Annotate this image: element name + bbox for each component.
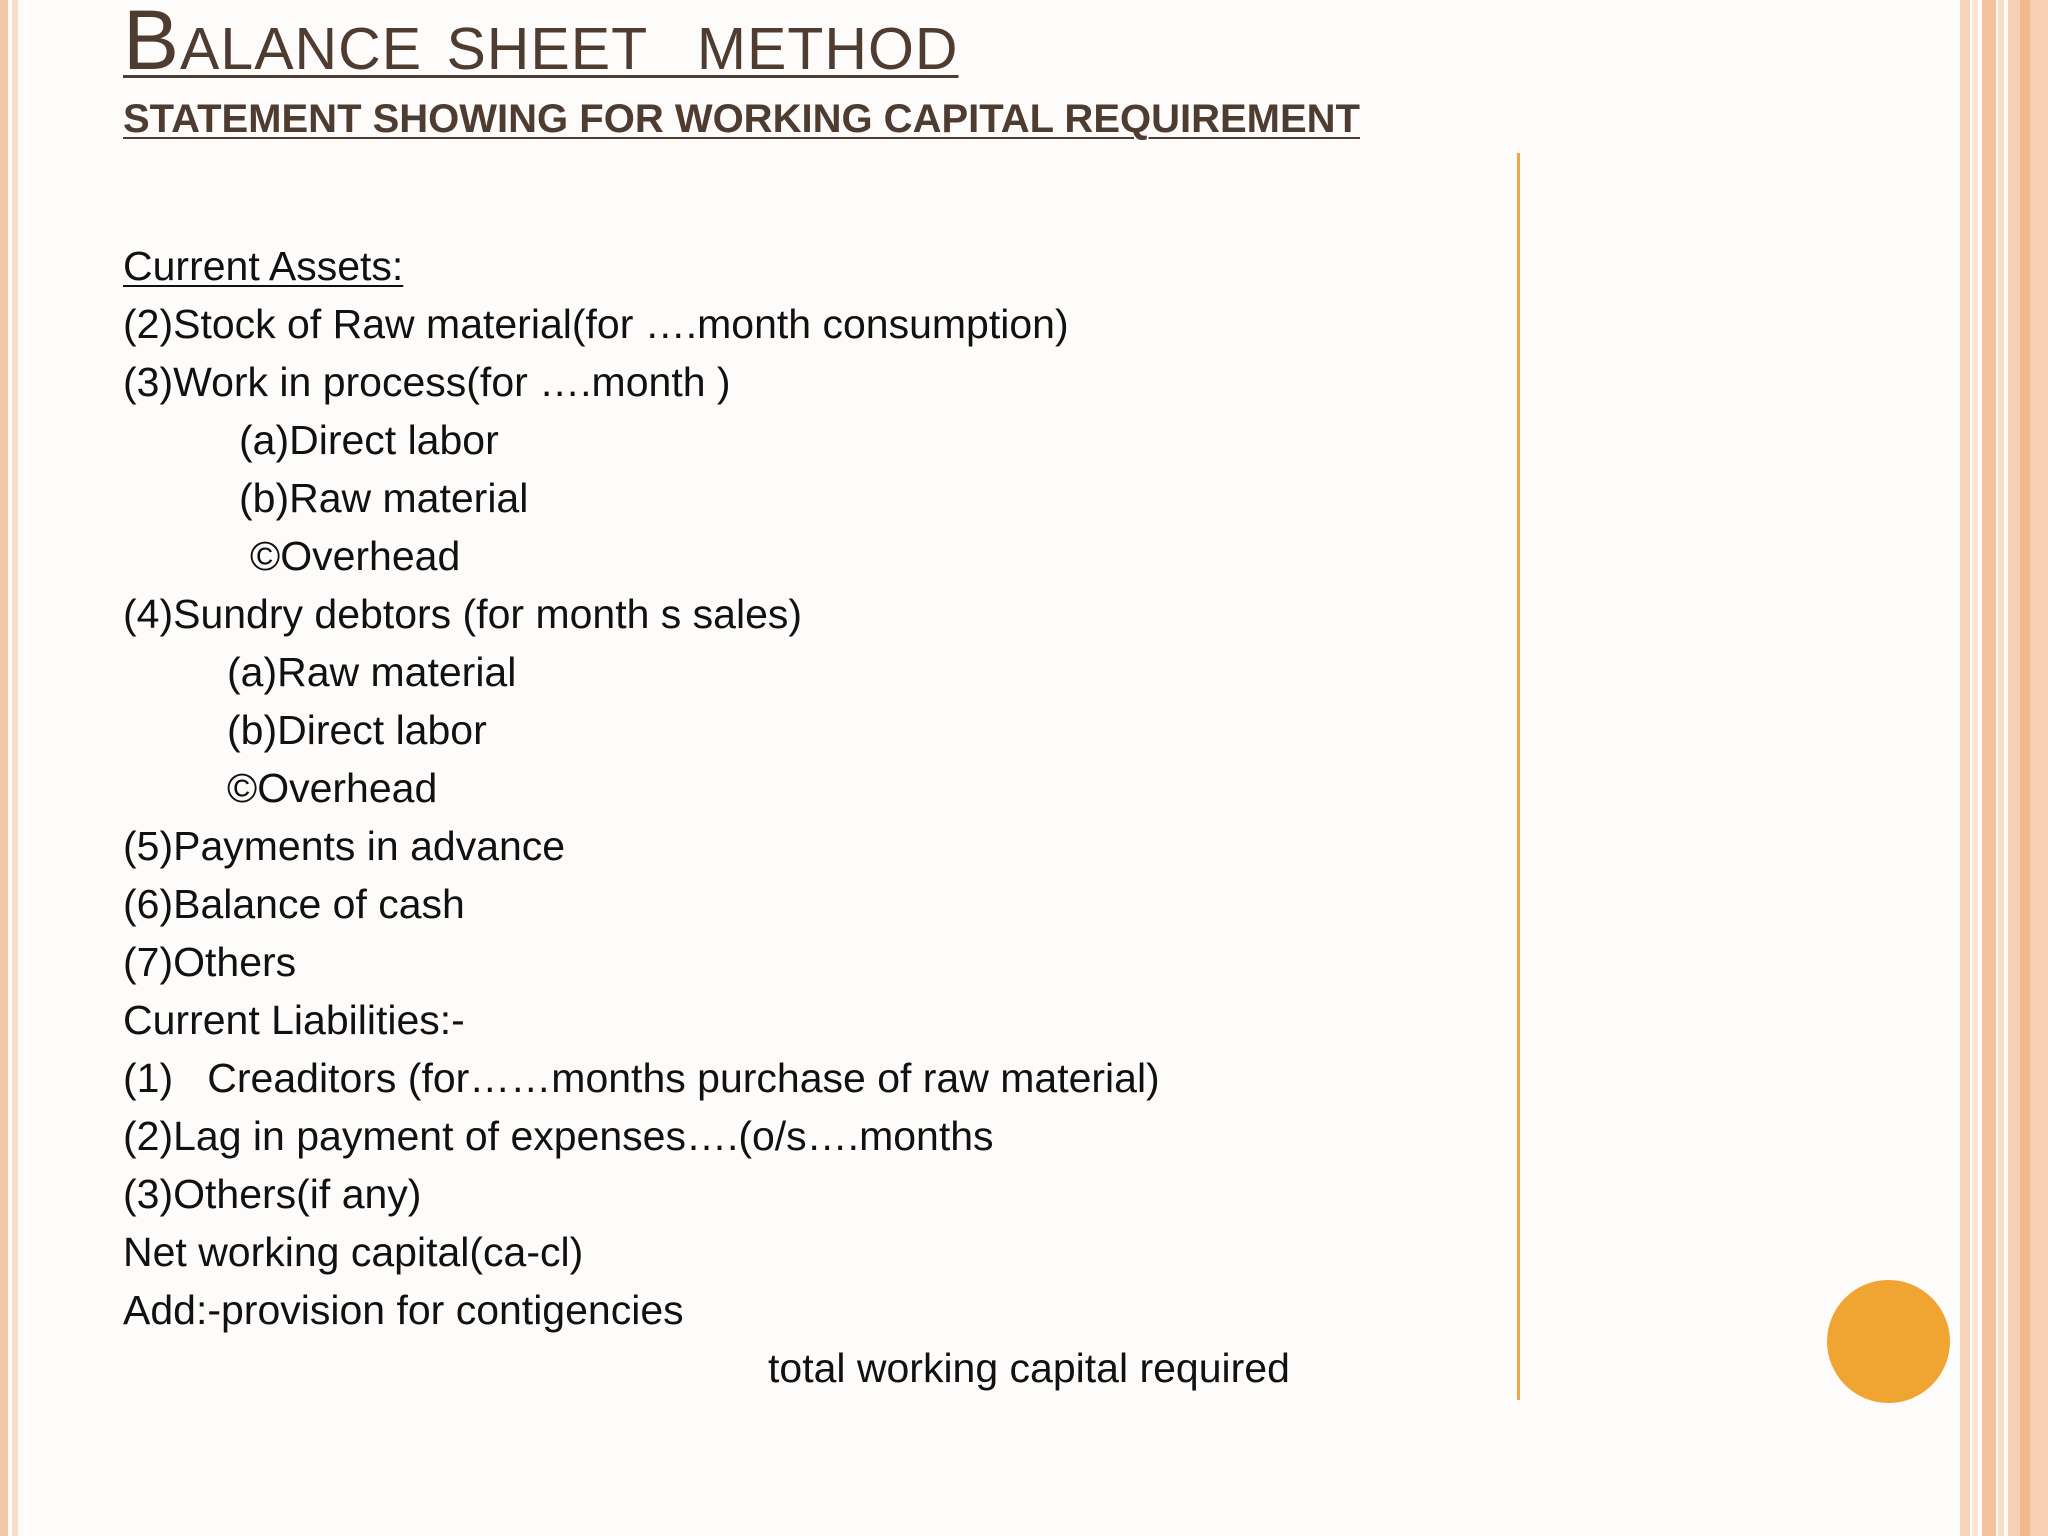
list-subitem: (a)Raw material [227,649,517,695]
left-decorative-stripe [0,0,8,1536]
provision-line: Add:-provision for contigencies [123,1287,684,1333]
list-subitem: ©Overhead [250,533,461,579]
right-decorative-stripe [1960,0,1970,1536]
slide-subtitle: STATEMENT SHOWING FOR WORKING CAPITAL REQUIREMENT [123,97,1360,141]
list-item: (3)Others(if any) [123,1171,422,1217]
list-item: (1) Creaditors (for……months purchase of raw material) [123,1055,1160,1101]
list-item: (2)Stock of Raw material(for ….month consumption) [123,301,1069,347]
slide-title: Balance sheet method [123,0,959,87]
right-decorative-stripe [1998,0,2004,1536]
net-working-capital-line: Net working capital(ca-cl) [123,1229,584,1275]
section-heading-current-liabilities: Current Liabilities:- [123,997,465,1043]
list-subitem: (a)Direct labor [239,417,499,463]
list-item: (5)Payments in advance [123,823,566,869]
right-decorative-stripe [2020,0,2030,1536]
right-decorative-stripe [1982,0,1996,1536]
list-subitem: (b)Direct labor [227,707,487,753]
list-item: (2)Lag in payment of expenses….(o/s….months [123,1113,994,1159]
list-subitem: ©Overhead [227,765,438,811]
vertical-divider-line [1517,153,1520,1400]
total-working-capital-line: total working capital required [768,1345,1290,1391]
list-item: (4)Sundry debtors (for month s sales) [123,591,803,637]
list-item: (7)Others [123,939,297,985]
left-decorative-stripe-inner [12,0,18,1536]
statement-body [123,237,1503,1397]
orange-circle-decoration [1827,1280,1950,1403]
right-decorative-stripe [1972,0,1978,1536]
section-heading-current-assets: Current Assets: [123,243,404,289]
list-item: (6)Balance of cash [123,881,465,927]
list-subitem: (b)Raw material [239,475,529,521]
list-item: (3)Work in process(for ….month ) [123,359,731,405]
